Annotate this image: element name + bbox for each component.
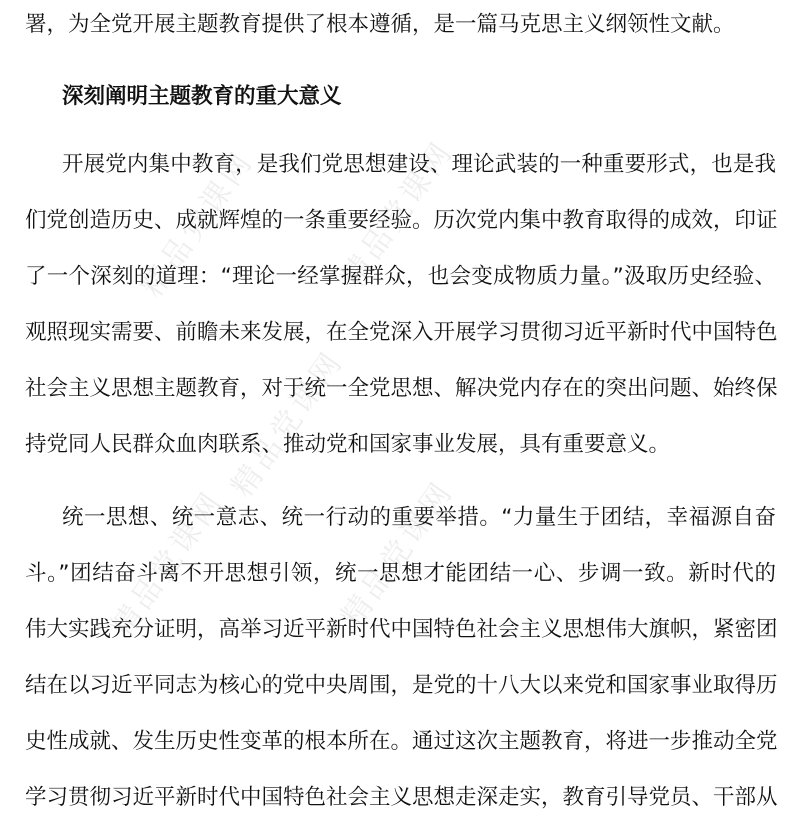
watermark: 精品党课网 — [104, 484, 231, 644]
paragraph-line: 结在以习近平同志为核心的党中央周围，是党的十八大以来党和国家事业取得历 — [25, 673, 778, 698]
section-heading: 深刻阐明主题教育的重大意义 — [62, 84, 342, 109]
paragraph-line: 斗。”团结奋斗离不开思想引领，统一思想才能团结一心、步调一致。新时代的 — [25, 561, 776, 586]
watermark: 精品党课网 — [134, 144, 261, 304]
paragraph-line: 开展党内集中教育，是我们党思想建设、理论武装的一种重要形式，也是我 — [62, 152, 776, 177]
paragraph-line: 持党同人民群众血肉联系、推动党和国家事业发展，具有重要意义。 — [25, 432, 671, 457]
paragraph-line: 社会主义思想主题教育，对于统一全党思想、解决党内存在的突出问题、始终保 — [25, 376, 778, 401]
paragraph-line: 学习贯彻习近平新时代中国特色社会主义思想走深走实，教育引导党员、干部从 — [25, 785, 778, 810]
watermark: 精品党课网 — [334, 474, 461, 634]
intro-line: 署，为全党开展主题教育提供了根本遵循，是一篇马克思主义纲领性文献。 — [25, 12, 735, 37]
paragraph-line: 了一个深刻的道理：“理论一经掌握群众，也会变成物质力量。”汲取历史经验、 — [25, 264, 776, 289]
paragraph-line: 们党创造历史、成就辉煌的一条重要经验。历次党内集中教育取得的成效，印证 — [25, 208, 778, 233]
paragraph-line: 史性成就、发生历史性变革的根本所在。通过这次主题教育，将进一步推动全党 — [25, 729, 778, 754]
paragraph-line: 伟大实践充分证明，高举习近平新时代中国特色社会主义思想伟大旗帜，紧密团 — [25, 617, 778, 642]
paragraph-line: 观照现实需要、前瞻未来发展，在全党深入开展学习贯彻习近平新时代中国特色 — [25, 320, 778, 345]
watermark: 精品党课网 — [334, 134, 461, 294]
watermark: 精品党课网 — [224, 344, 351, 504]
paragraph-line: 统一思想、统一意志、统一行动的重要举措。“力量生于团结，幸福源自奋 — [62, 505, 776, 530]
